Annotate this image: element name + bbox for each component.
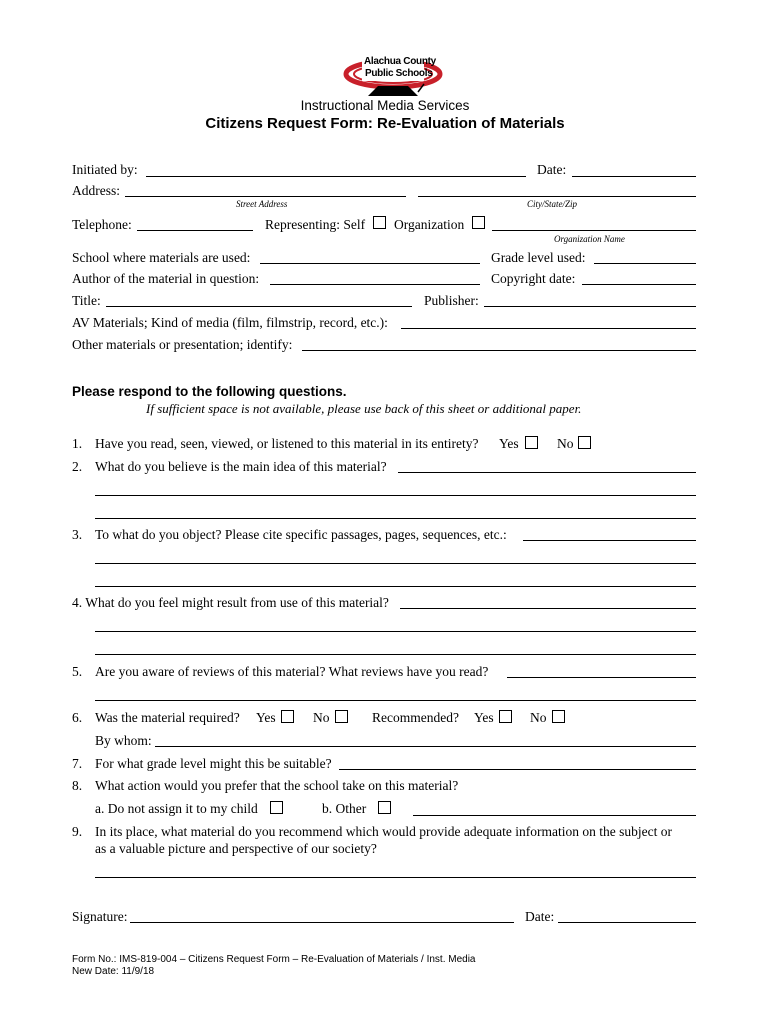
- q6-text: Was the material required?: [95, 710, 240, 725]
- q8b-other-input[interactable]: [413, 800, 696, 816]
- publisher-input[interactable]: [484, 291, 696, 307]
- district-logo: [338, 52, 450, 98]
- logo-text-top: Alachua County: [364, 56, 436, 67]
- representing-self-label: Representing: Self: [265, 217, 366, 232]
- q7-answer-input[interactable]: [339, 754, 696, 770]
- address-label: Address:: [72, 183, 120, 198]
- grade-level-input[interactable]: [594, 248, 696, 264]
- q6-rec-no-label: No: [530, 710, 547, 725]
- q6-number: 6.: [72, 710, 83, 725]
- q6-required-yes-checkbox[interactable]: [281, 710, 294, 723]
- organization-label: Organization: [394, 217, 465, 232]
- date-label: Date:: [537, 162, 567, 177]
- telephone-label: Telephone:: [72, 217, 132, 232]
- q5-answer-line-2[interactable]: [95, 685, 696, 701]
- q9-text-line-2: as a valuable picture and perspective of our society?: [95, 841, 377, 856]
- q9-number: 9.: [72, 824, 83, 839]
- logo-text-bottom: Public Schools: [365, 68, 433, 79]
- other-materials-input[interactable]: [302, 335, 696, 351]
- q4-answer-line-2[interactable]: [95, 616, 696, 632]
- q1-number: 1.: [72, 436, 83, 451]
- q2-answer-line-2[interactable]: [95, 480, 696, 496]
- city-state-zip-caption: City/State/Zip: [527, 199, 578, 209]
- q2-number: 2.: [72, 459, 83, 474]
- q8-text: What action would you prefer that the school take on this material?: [95, 778, 459, 793]
- q3-text: To what do you object? Please cite specific passages, pages, sequences, etc.:: [95, 527, 507, 542]
- q1-no-label: No: [557, 436, 574, 451]
- q3-answer-line-1[interactable]: [523, 525, 696, 541]
- publisher-label: Publisher:: [424, 293, 479, 308]
- q4-answer-line-1[interactable]: [400, 593, 696, 609]
- by-whom-input[interactable]: [155, 731, 696, 747]
- title-label: Title:: [72, 293, 101, 308]
- by-whom-label: By whom:: [95, 733, 152, 748]
- q6-recommended-yes-checkbox[interactable]: [499, 710, 512, 723]
- other-materials-label: Other materials or presentation; identify:: [72, 337, 293, 352]
- q8a-label: a. Do not assign it to my child: [95, 801, 258, 816]
- q4-answer-line-3[interactable]: [95, 639, 696, 655]
- form-new-date: New Date: 11/9/18: [72, 966, 155, 977]
- q9-answer-input[interactable]: [95, 862, 696, 878]
- q6-no-label: No: [313, 710, 330, 725]
- q6-rec-yes-label: Yes: [474, 710, 494, 725]
- q6-recommended-no-checkbox[interactable]: [552, 710, 565, 723]
- author-label: Author of the material in question:: [72, 271, 260, 286]
- date-input[interactable]: [572, 161, 696, 177]
- q1-yes-label: Yes: [499, 436, 519, 451]
- signature-input[interactable]: [130, 907, 514, 923]
- questions-subheading: If sufficient space is not available, please use back of this sheet or additional paper.: [146, 401, 582, 416]
- q8b-label: b. Other: [322, 801, 367, 816]
- q8b-checkbox[interactable]: [378, 801, 391, 814]
- signature-date-input[interactable]: [558, 907, 696, 923]
- organization-name-caption: Organization Name: [554, 234, 625, 244]
- q2-answer-line-3[interactable]: [95, 503, 696, 519]
- copyright-label: Copyright date:: [491, 271, 576, 286]
- organization-name-input[interactable]: [492, 215, 696, 231]
- q8-number: 8.: [72, 778, 83, 793]
- q3-number: 3.: [72, 527, 83, 542]
- q4-text: 4. What do you feel might result from use of this material?: [72, 595, 389, 610]
- q1-yes-checkbox[interactable]: [525, 436, 538, 449]
- form-number: Form No.: IMS-819-004 – Citizens Request Form – Re-Evaluation of Materials / Inst. Media: [72, 954, 476, 965]
- q5-number: 5.: [72, 664, 83, 679]
- page-title: Citizens Request Form: Re-Evaluation of Materials: [205, 115, 565, 132]
- self-checkbox[interactable]: [373, 216, 386, 229]
- q2-text: What do you believe is the main idea of this material?: [95, 459, 387, 474]
- q5-text: Are you aware of reviews of this material? What reviews have you read?: [95, 664, 489, 679]
- q9-text-line-1: In its place, what material do you recommend which would provide adequate information on the subject or: [95, 824, 672, 839]
- q1-no-checkbox[interactable]: [578, 436, 591, 449]
- q2-answer-line-1[interactable]: [398, 457, 696, 473]
- city-state-zip-input[interactable]: [418, 181, 696, 197]
- q1-text: Have you read, seen, viewed, or listened to this material in its entirety?: [95, 436, 479, 451]
- initiated-by-label: Initiated by:: [72, 162, 138, 177]
- copyright-input[interactable]: [582, 269, 696, 285]
- organization-checkbox[interactable]: [472, 216, 485, 229]
- questions-heading: Please respond to the following questions.: [72, 384, 347, 399]
- q7-number: 7.: [72, 756, 83, 771]
- author-input[interactable]: [270, 269, 480, 285]
- initiated-by-input[interactable]: [146, 161, 526, 177]
- signature-label: Signature:: [72, 909, 128, 924]
- street-address-caption: Street Address: [236, 199, 288, 209]
- telephone-input[interactable]: [137, 215, 253, 231]
- grade-level-label: Grade level used:: [491, 250, 586, 265]
- school-label: School where materials are used:: [72, 250, 251, 265]
- q3-answer-line-2[interactable]: [95, 548, 696, 564]
- q3-answer-line-3[interactable]: [95, 571, 696, 587]
- av-materials-input[interactable]: [401, 313, 696, 329]
- q6-required-no-checkbox[interactable]: [335, 710, 348, 723]
- q8a-checkbox[interactable]: [270, 801, 283, 814]
- q6-recommended-label: Recommended?: [372, 710, 459, 725]
- department-name: Instructional Media Services: [300, 98, 470, 113]
- school-input[interactable]: [260, 248, 480, 264]
- street-address-input[interactable]: [125, 181, 406, 197]
- q7-text: For what grade level might this be suitable?: [95, 756, 332, 771]
- q5-answer-line-1[interactable]: [507, 662, 696, 678]
- title-input[interactable]: [106, 291, 412, 307]
- q6-yes-label: Yes: [256, 710, 276, 725]
- av-materials-label: AV Materials; Kind of media (film, filmstrip, record, etc.):: [72, 315, 388, 330]
- signature-date-label: Date:: [525, 909, 555, 924]
